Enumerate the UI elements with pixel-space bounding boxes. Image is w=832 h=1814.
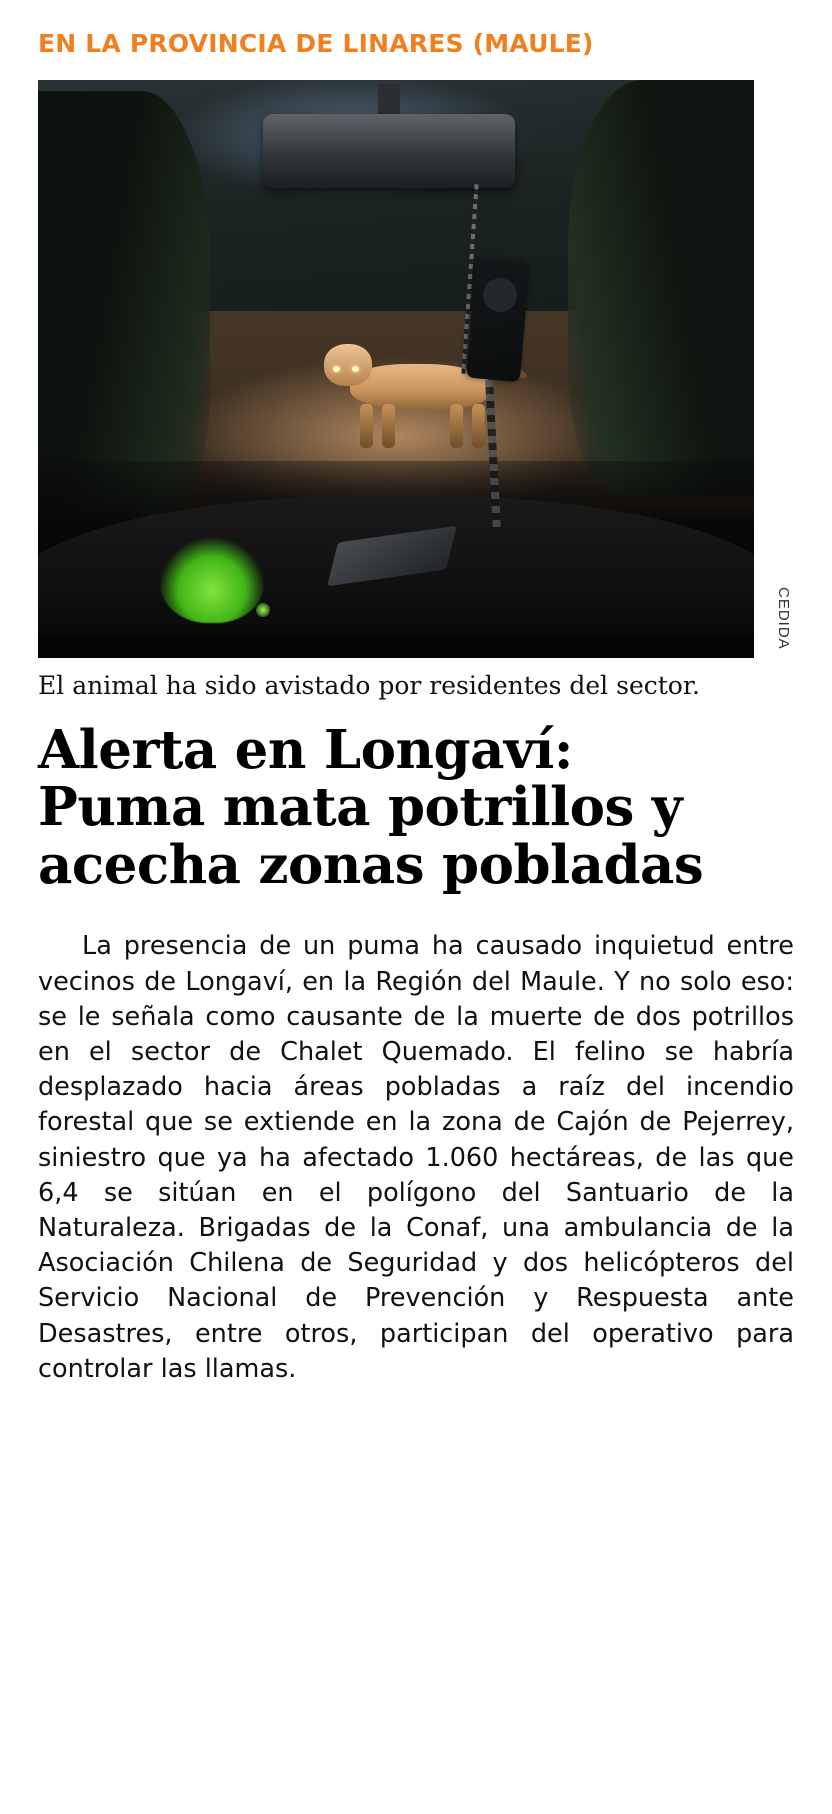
rearview-mirror xyxy=(263,114,515,188)
puma-eye-right xyxy=(352,366,359,372)
article-body-paragraph: La presencia de un puma ha causado inquietud entre vecinos de Longaví, en la Región del Maule. Y no solo eso: se le señala como causante de la muerte de dos potrillos en el sector de Chalet Quemado. El felino se habría desplazado hacia áreas pobladas a raíz del incendio forestal que se extiende en la zona de Cajón de Pejerrey, siniestro que ya ha afectado 1.060 hectáreas, de las que 6,4 se sitúan en el polígono del Santuario de la Naturaleza. Brigadas de la Conaf, una ambulancia de la Asociación Chilena de Seguridad y dos helicópteros del Servicio Nacional de Prevención y Respuesta ante Desastres, entre otros, participan del operativo para controlar las llamas. xyxy=(38,931,794,1384)
section-kicker: EN LA PROVINCIA DE LINARES (MAULE) xyxy=(38,29,594,58)
puma-eye-left xyxy=(333,366,340,372)
puma-leg xyxy=(360,404,373,448)
photo-caption: El animal ha sido avistado por residentes del sector. xyxy=(38,670,700,700)
headline-line-2: Puma mata potrillos y xyxy=(38,776,683,839)
article-body xyxy=(38,929,794,1386)
puma-head xyxy=(324,344,372,386)
headline-line-3: acecha zonas pobladas xyxy=(38,833,704,896)
puma-leg xyxy=(382,404,395,448)
hanging-charm xyxy=(466,257,530,381)
article-photo xyxy=(38,80,754,658)
puma-leg xyxy=(450,404,463,448)
article-page xyxy=(0,30,832,1814)
photo-credit: CEDIDA xyxy=(775,586,792,650)
headline-line-1: Alerta en Longaví: xyxy=(38,719,573,782)
article-headline xyxy=(38,719,794,896)
photo-tree-left xyxy=(38,91,210,519)
dashboard-gauge-glow xyxy=(160,537,264,623)
photo-tree-right xyxy=(568,80,754,496)
article-photo-container xyxy=(38,80,794,658)
puma-leg xyxy=(472,404,485,448)
